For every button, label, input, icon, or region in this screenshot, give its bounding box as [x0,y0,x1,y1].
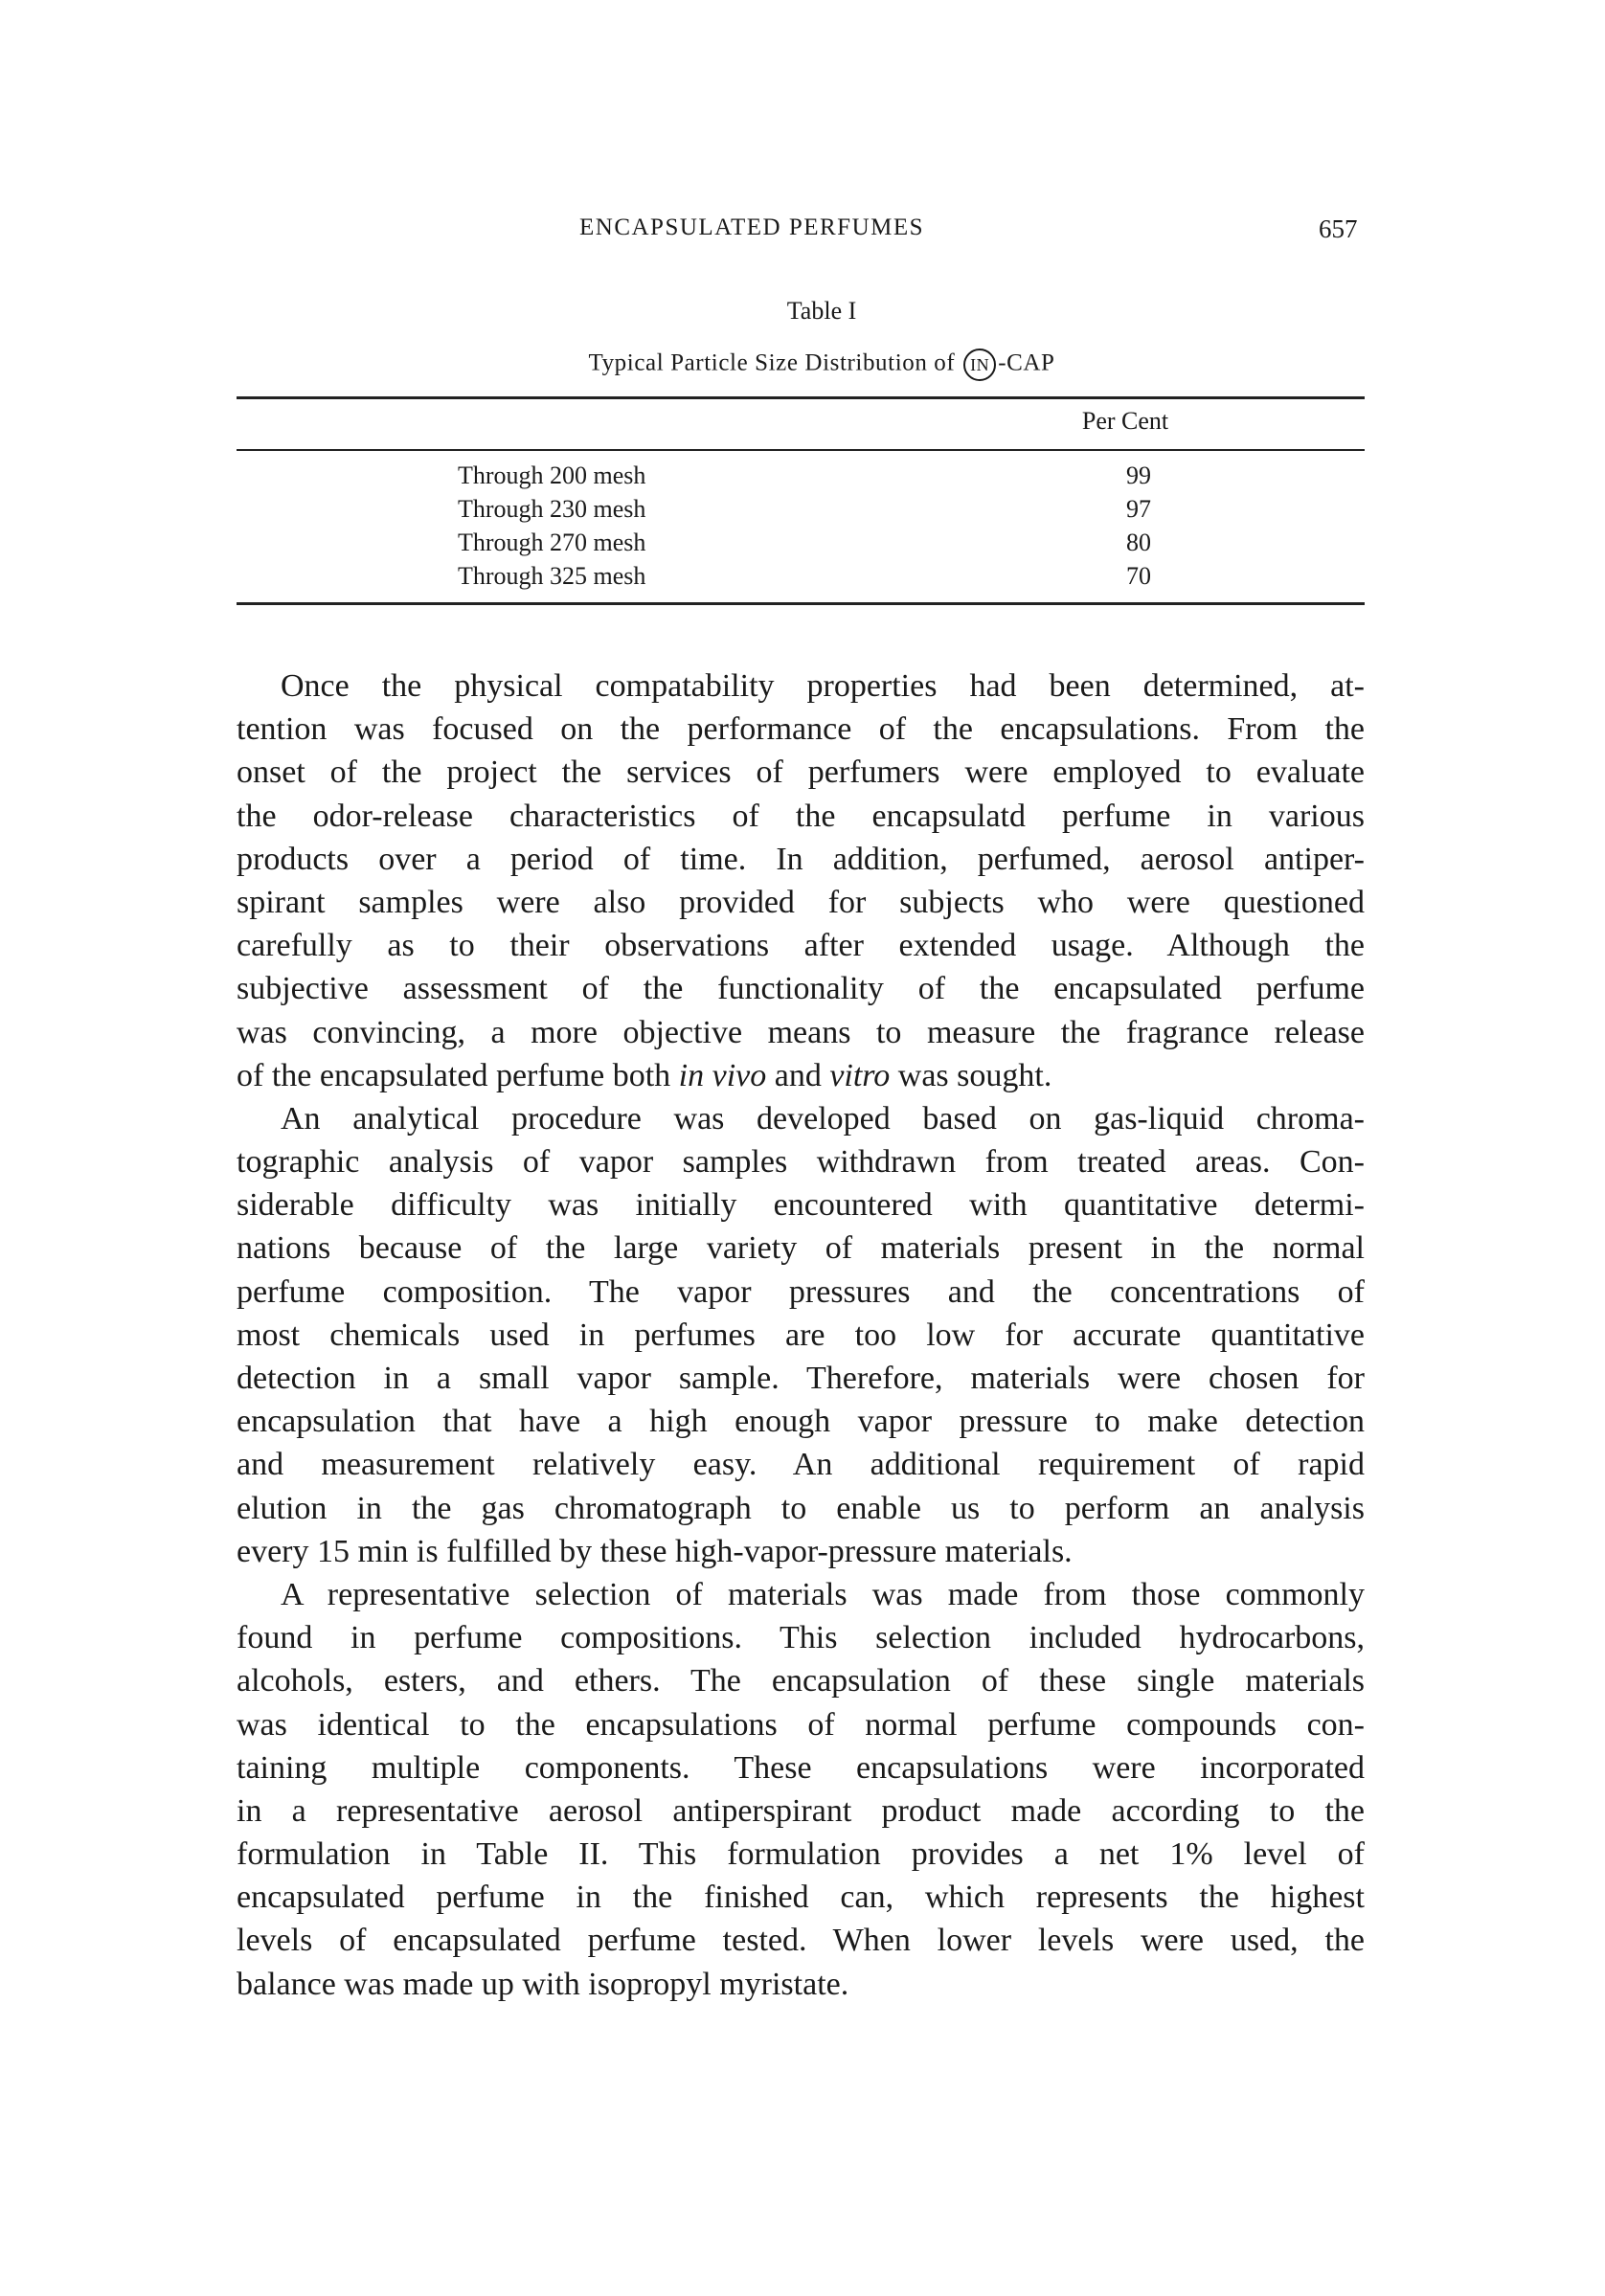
text-line [237,795,1365,838]
row-value: 80 [1126,529,1151,556]
row-value: 99 [1126,461,1151,489]
text-segment: perfume composition. The vapor pressures and the concentrations of [237,1273,1365,1310]
text-segment: the odor-release characteristics of the encapsulatd perfume in various [237,798,1365,834]
column-header-per-cent: Per Cent [1081,407,1169,435]
text-segment: A representative selection of materials was made from those commonly [281,1576,1365,1612]
text-segment: levels of encapsulated perfume tested. When lower levels were used, the [237,1923,1365,1959]
text-line [237,1790,1365,1833]
text-line [237,1400,1365,1443]
row-label: Through 230 mesh [458,495,646,523]
caption-suffix: -CAP [998,349,1055,376]
text-segment: tographic analysis of vapor samples withdrawn from treated areas. Con- [237,1144,1365,1181]
text-line [237,1746,1365,1790]
text-segment: formulation in Table II. This formulation provides a net 1% level of [237,1836,1365,1873]
text-line [237,1357,1365,1400]
text-line [237,1703,1365,1746]
text-line [237,1183,1365,1227]
text-segment: detection in a small vapor sample. Therefore, materials were chosen for [237,1361,1365,1396]
text-line [237,664,1365,708]
text-segment: nations because of the large variety of materials present in the normal [237,1230,1365,1267]
text-line [237,1011,1365,1054]
text-segment: products over a period of time. In addition, perfumed, aerosol antiper- [237,841,1365,877]
row-label: Through 200 mesh [458,461,646,489]
table-bottom-rule [237,602,1365,605]
text-segment: was sought. [890,1057,1052,1093]
row-value: 97 [1126,495,1151,523]
text-line [237,708,1365,751]
text-segment: encapsulation that have a high enough vapor pressure to make detection [237,1404,1365,1440]
text-line [237,1314,1365,1357]
table-row [458,495,1224,529]
italic-text: in vivo [678,1057,767,1093]
text-segment: Once the physical compatability properties had been determined, at- [281,668,1365,704]
text-segment: every 15 min is fulfilled by these high-vapor-pressure materials. [237,1533,1073,1569]
text-segment: most chemicals used in perfumes are too low for accurate quantitative [237,1317,1365,1353]
text-segment: and [766,1057,830,1093]
text-segment: elution in the gas chromatograph to enable us to perform an analysis [237,1490,1365,1526]
text-segment: balance was made up with isopropyl myristate. [237,1966,849,2002]
circled-trademark-mark: IN [963,349,996,381]
row-value: 70 [1126,562,1151,590]
table-row [458,461,1224,495]
text-line [237,967,1365,1010]
table-top-rule [237,396,1365,399]
text-line [237,1659,1365,1702]
italic-text: vitro [829,1057,891,1093]
caption-text: Typical Particle Size Distribution of [588,349,956,376]
text-segment: siderable difficulty was initially encountered with quantitative determi- [237,1187,1365,1224]
table-row [458,562,1224,596]
text-line [237,1573,1365,1616]
row-label: Through 325 mesh [458,562,646,590]
text-line [237,1876,1365,1919]
text-segment: onset of the project the services of perfumers were employed to evaluate [237,754,1365,791]
text-line [237,1616,1365,1659]
text-segment: and measurement relatively easy. An additional requirement of rapid [237,1447,1365,1483]
text-line [237,838,1365,881]
row-label: Through 270 mesh [458,529,646,556]
text-line [237,1530,1365,1573]
text-segment: An analytical procedure was developed based on gas-liquid chroma- [281,1100,1365,1137]
table-header-rule [237,449,1365,451]
text-segment: was identical to the encapsulations of normal perfume compounds con- [237,1706,1365,1743]
text-line [237,1054,1365,1097]
text-line [237,751,1365,794]
table-row [458,529,1224,562]
text-line [237,924,1365,967]
table-label: Table I [786,297,857,325]
text-segment: subjective assessment of the functionality of the encapsulated perfume [237,971,1365,1007]
text-line [237,1833,1365,1876]
paragraph [237,664,1365,1097]
paragraph [237,1097,1365,1573]
text-line [237,1227,1365,1270]
text-segment: in a representative aerosol antiperspirant product made according to the [237,1792,1365,1829]
text-segment: taining multiple components. These encapsulations were incorporated [237,1749,1365,1786]
text-segment: tention was focused on the performance of the encapsulations. From the [237,711,1365,748]
text-line [237,1487,1365,1530]
text-line [237,881,1365,924]
text-line [237,1963,1365,2006]
running-head: ENCAPSULATED PERFUMES [579,214,925,240]
body-text [237,664,1365,2006]
text-segment: alcohols, esters, and ethers. The encapsulation of these single materials [237,1663,1365,1699]
text-line [237,1140,1365,1183]
text-line [237,1271,1365,1314]
text-segment: of the encapsulated perfume both [237,1057,679,1093]
text-segment: found in perfume compositions. This selection included hydrocarbons, [237,1620,1365,1656]
paragraph [237,1573,1365,2006]
text-segment: spirant samples were also provided for subjects who were questioned [237,884,1365,920]
text-segment: was convincing, a more objective means to measure the fragrance release [237,1014,1365,1050]
text-segment: encapsulated perfume in the finished can, which represents the highest [237,1880,1365,1916]
text-segment: carefully as to their observations after extended usage. Although the [237,928,1365,964]
page-number: 657 [1319,214,1358,243]
text-line [237,1443,1365,1486]
table-caption [0,349,1605,381]
text-line [237,1097,1365,1140]
text-line [237,1919,1365,1962]
